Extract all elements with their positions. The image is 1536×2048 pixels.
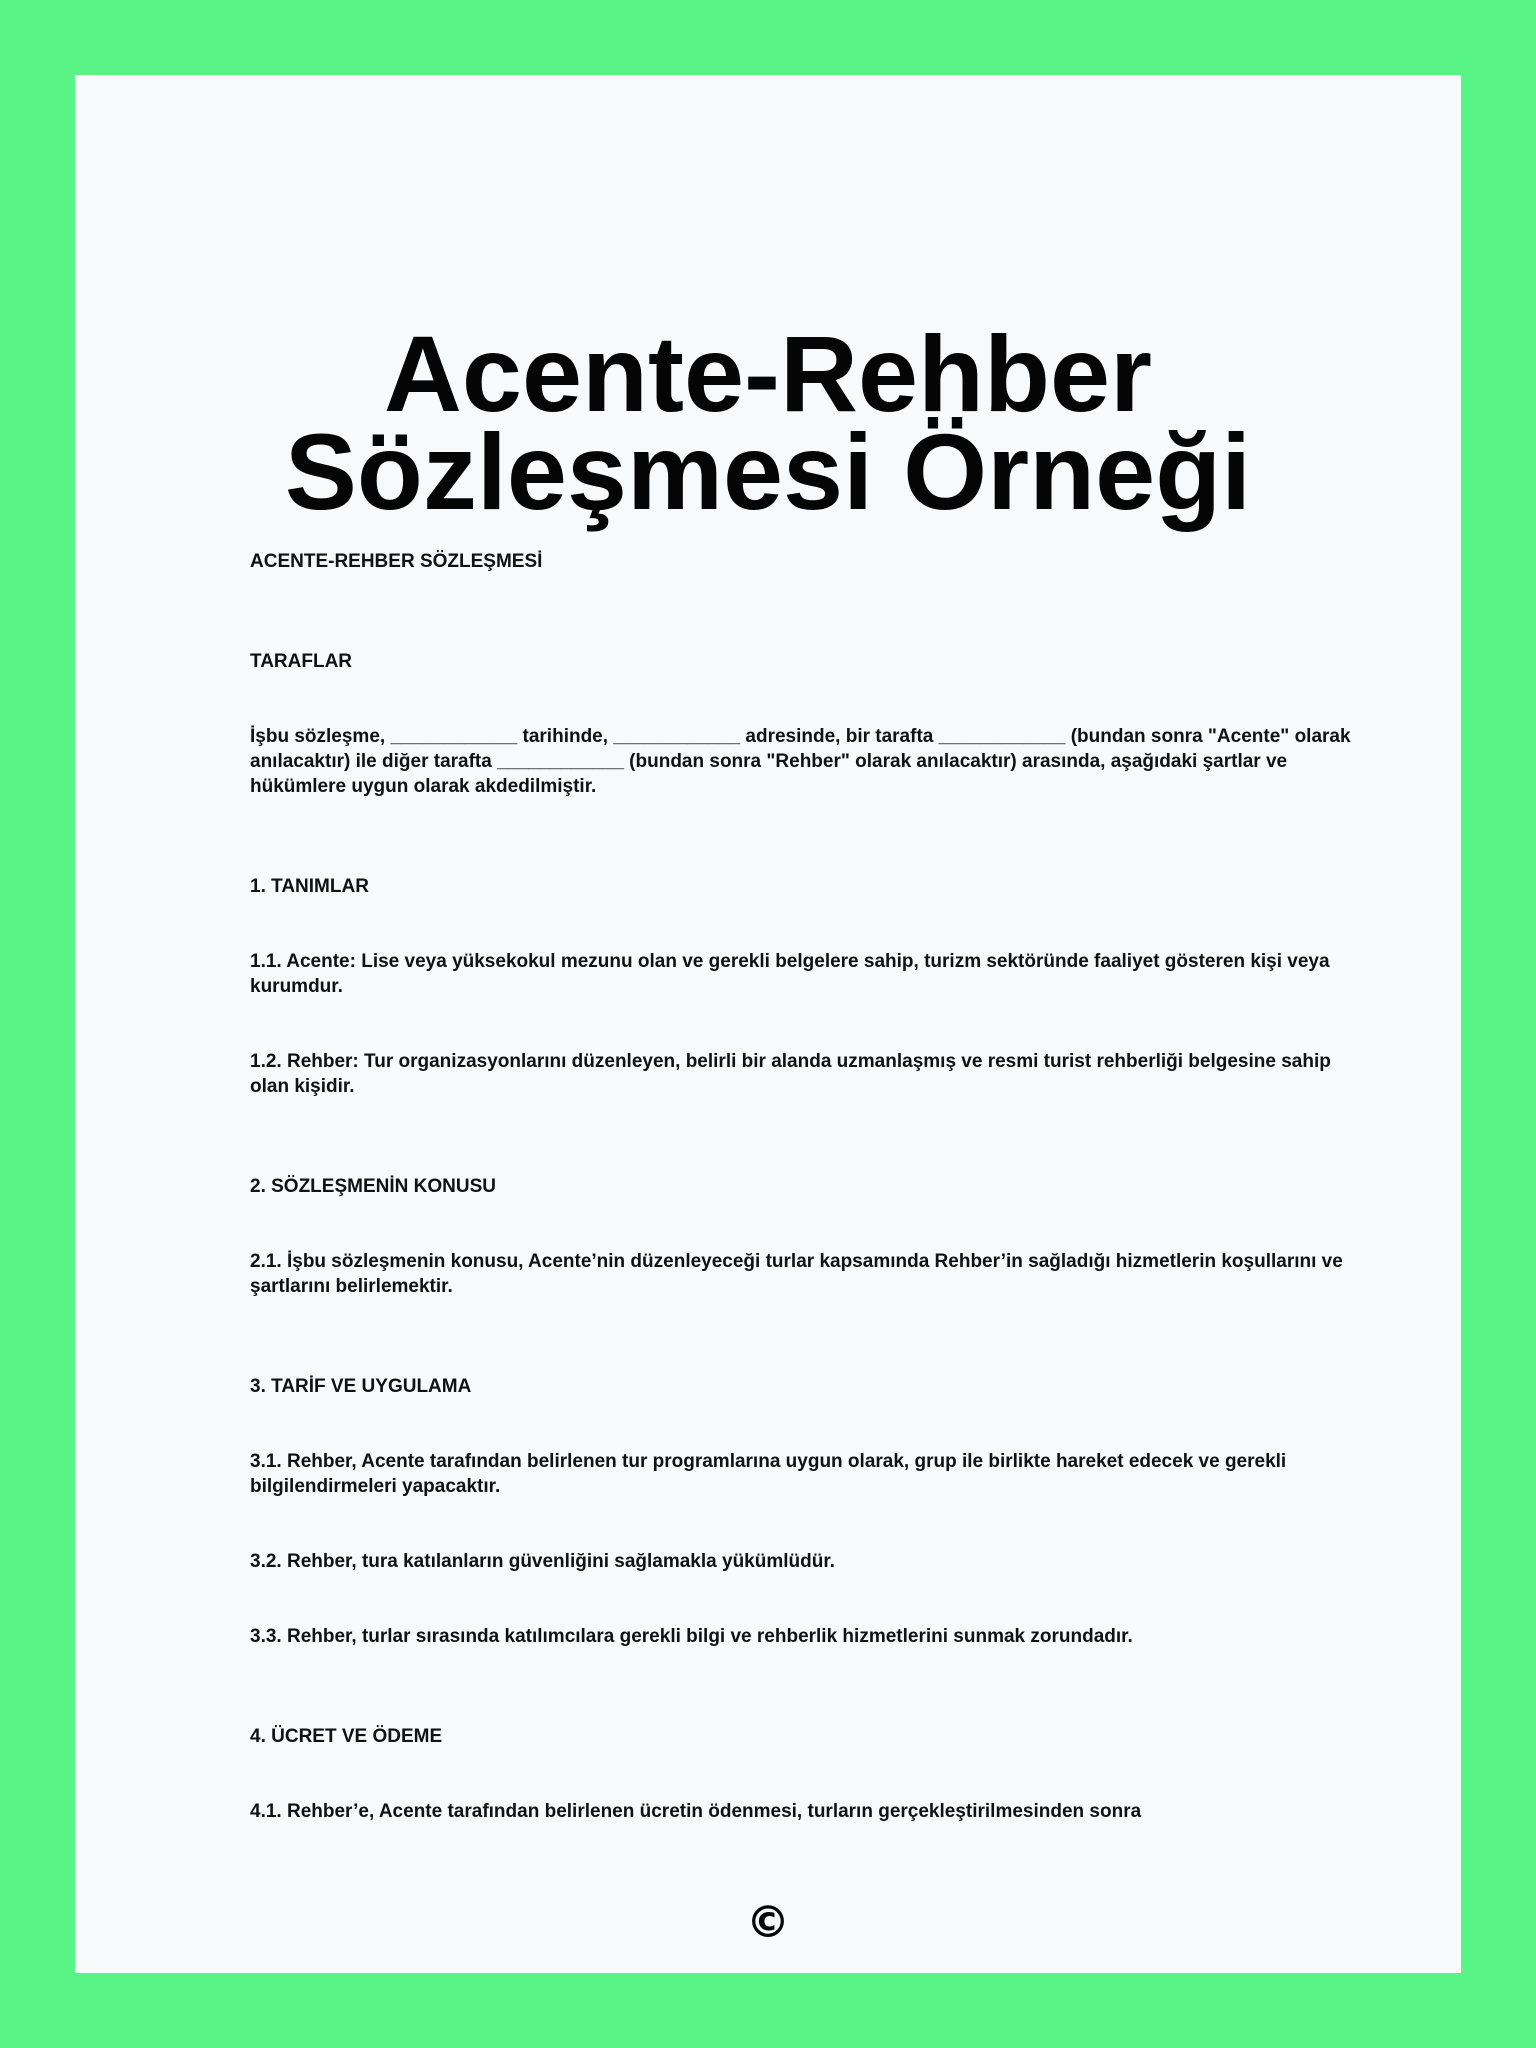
parties-paragraph: İşbu sözleşme, ____________ tarihinde, ____________ adresinde, bir tarafta ____________ (bundan sonra "Acente" olarak anılacaktır) ile diğer tarafta ____________ (bundan sonra "Rehber" olarak anılacaktır) arasında, aşağıdaki şartlar ve hükümlere uygun olarak akdedilmiştir. [250, 726, 1351, 797]
document-page [75, 75, 1461, 1973]
clause-paragraph: 1.2. Rehber: Tur organizasyonlarını düzenleyen, belirli bir alanda uzmanlaşmış ve resmi turist rehberliği belgesine sahip olan kişidir. [250, 1051, 1331, 1097]
section-heading: 3. TARİF VE UYGULAMA [250, 1376, 472, 1397]
clause-paragraph: 3.2. Rehber, tura katılanların güvenliğini sağlamakla yükümlüdür. [250, 1551, 835, 1572]
section-heading: 4. ÜCRET VE ÖDEME [250, 1726, 443, 1747]
clause-paragraph: 3.1. Rehber, Acente tarafından belirlenen tur programlarına uygun olarak, grup ile birlikte hareket edecek ve gerekli bilgilendirmeleri yapacaktır. [250, 1451, 1287, 1497]
clause-paragraph: 1.1. Acente: Lise veya yüksekokul mezunu olan ve gerekli belgelere sahip, turizm sektöründe faaliyet gösteren kişi veya kurumdur. [250, 951, 1330, 997]
section-heading: 1. TANIMLAR [250, 876, 369, 897]
parties-heading: TARAFLAR [250, 651, 353, 672]
clause-paragraph: 4.1. Rehber’e, Acente tarafından belirlenen ücretin ödenmesi, turların gerçekleştirilmesinden sonra [250, 1801, 1142, 1822]
clause-paragraph: 3.3. Rehber, turlar sırasında katılımcılara gerekli bilgi ve rehberlik hizmetlerini sunmak zorundadır. [250, 1626, 1133, 1647]
clause-paragraph: 2.1. İşbu sözleşmenin konusu, Acente’nin düzenleyeceği turlar kapsamında Rehber’in sağladığı hizmetlerin koşullarını ve şartlarını belirlemektir. [250, 1251, 1343, 1297]
contract-heading: ACENTE-REHBER SÖZLEŞMESİ [250, 551, 543, 572]
document-title: Acente-Rehber Sözleşmesi Örneği [284, 313, 1252, 532]
copyright-icon: © [746, 1897, 790, 1948]
section-heading: 2. SÖZLEŞMENİN KONUSU [250, 1176, 496, 1197]
